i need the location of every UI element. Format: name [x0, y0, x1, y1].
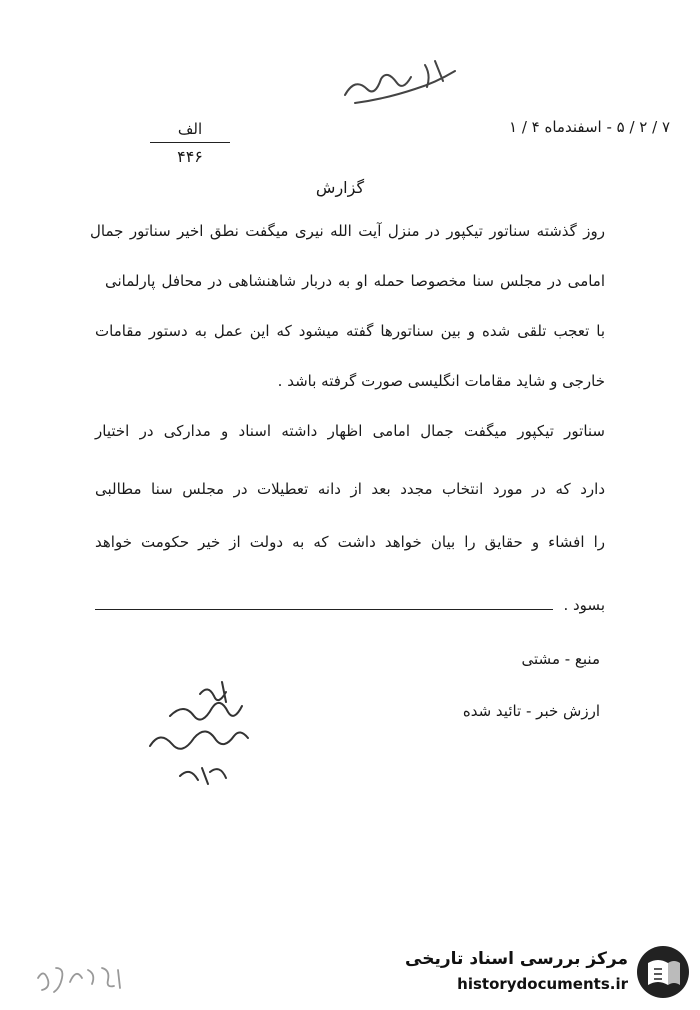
- body-line-1: روز گذشته سناتور تیکپور در منزل آیت الله نیری میگفت نطق اخیر سناتور جمال: [90, 222, 605, 240]
- closing-word: بسود .: [563, 596, 605, 614]
- serial-number: ۴۴۶: [177, 147, 203, 166]
- body-line-2: امامی در مجلس سنا مخصوصا حمله او به دربار شاهنشاهی در محافل پارلمانی: [105, 272, 605, 290]
- body-line-3: با تعجب تلقی شده و بین سناتورها گفته میشود که این عمل به دستور مقامات: [95, 322, 605, 340]
- body-line-6: دارد که در مورد انتخاب مجدد بعد از دانه تعطیلات در مجلس سنا مطالبی: [95, 480, 605, 498]
- body-line-7: را افشاء و حقایق را بیان خواهد داشت که به دولت از خیر حکومت خواهد: [95, 533, 605, 551]
- archive-logo-icon: [636, 945, 690, 999]
- archive-url: historydocuments.ir: [457, 975, 628, 993]
- handwritten-annotation-top: [335, 55, 475, 115]
- source-line: منبع - مشتی: [521, 650, 600, 668]
- document-date: ۷ / ۲ / ۵ - اسفندماه ۴ / ۱: [509, 118, 670, 136]
- archive-title: مرکز بررسی اسناد تاریخی: [405, 949, 628, 969]
- report-title: گزارش: [315, 178, 365, 197]
- body-line-5: سناتور تیکپور میگفت جمال امامی اظهار داشته اسناد و مدارکی در اختیار: [95, 422, 605, 440]
- evaluation-line: ارزش خبر - تائید شده: [462, 702, 600, 720]
- body-line-4: خارجی و شاید مقامات انگلیسی صورت گرفته باشد .: [277, 372, 605, 390]
- handwritten-archive-number: [30, 958, 130, 994]
- archive-watermark: [400, 945, 690, 1005]
- serial-block: [150, 120, 230, 166]
- closing-rule: [95, 601, 553, 610]
- handwritten-signature: [110, 676, 270, 806]
- closing-line: [95, 596, 605, 614]
- serial-label: الف: [150, 120, 230, 143]
